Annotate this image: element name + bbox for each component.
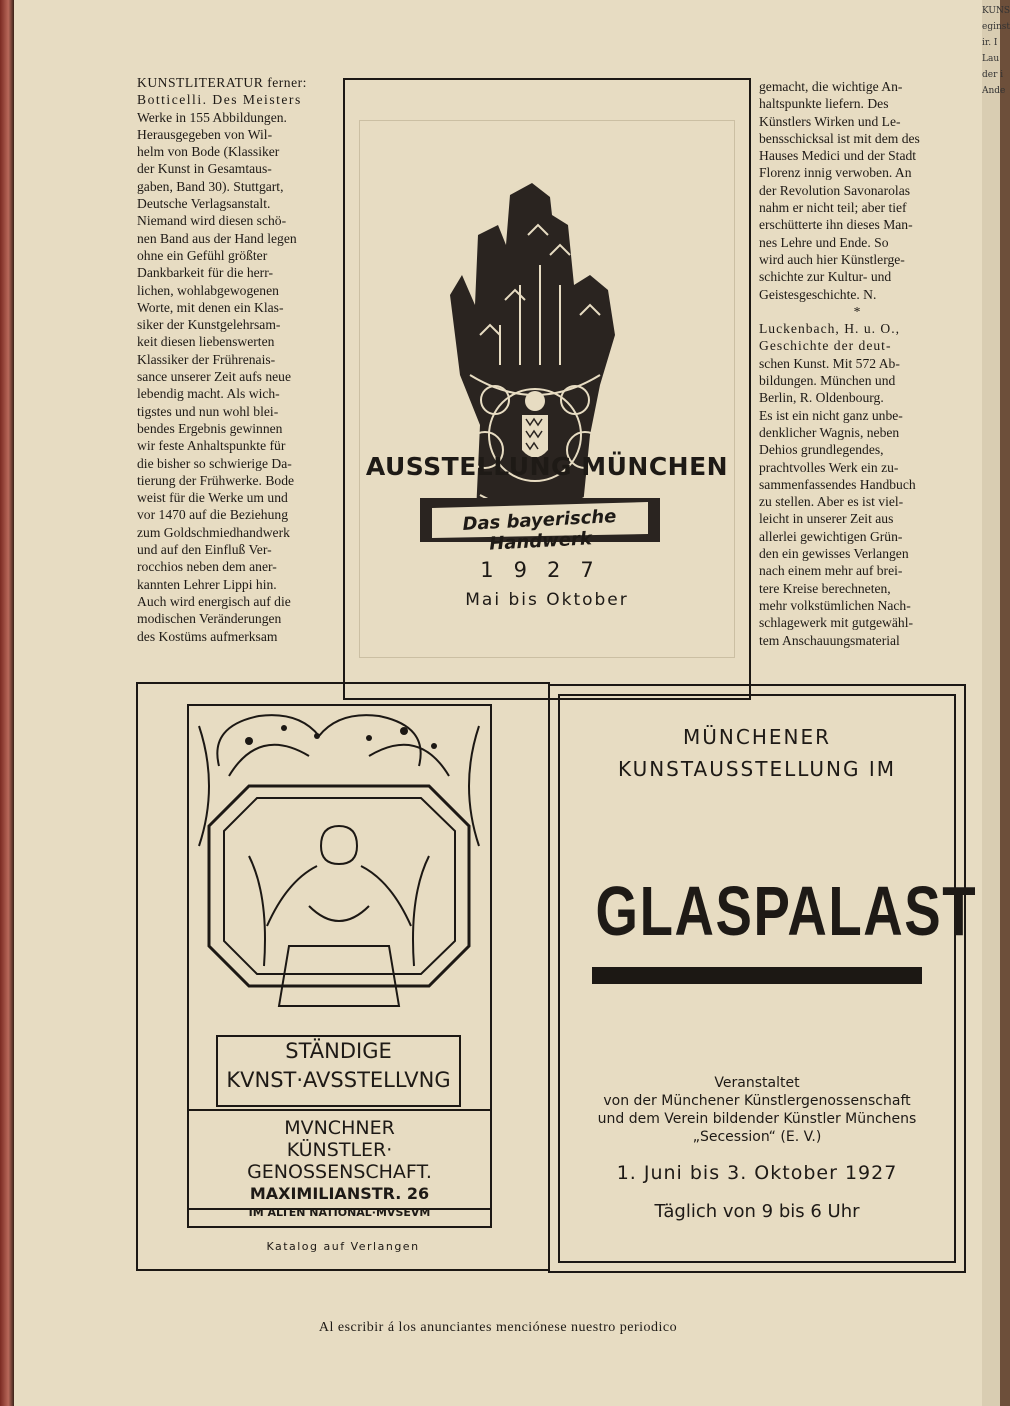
heading-line: MÜNCHENER bbox=[683, 725, 831, 749]
text-line: tigstes und nun wohl blei- bbox=[137, 403, 279, 419]
text-line: wird auch hier Künstlerge- bbox=[759, 251, 905, 267]
text-line: Hauses Medici und der Stadt bbox=[759, 148, 917, 164]
text-line: haltspunkte liefern. Des bbox=[759, 96, 889, 112]
text-line: Dankbarkeit für die herr- bbox=[137, 265, 273, 281]
text-line: der Kunst in Gesamtaus- bbox=[137, 161, 272, 177]
page-footer: Al escribir á los anunciantes menciónese nuestro periodico bbox=[318, 1320, 678, 1335]
text-line: weist für die Werke um und bbox=[137, 490, 288, 506]
adjacent-page-edge: KUNS eginst ir. I Lau der i Ande bbox=[982, 0, 1000, 1406]
ribbon-banner bbox=[420, 490, 660, 555]
banner-line: GENOSSENSCHAFT. bbox=[247, 1161, 432, 1183]
ad-glaspalast-organizers bbox=[550, 1074, 964, 1146]
text-line: schen Kunst. Mit 572 Ab- bbox=[759, 355, 900, 371]
banner-line: KÜNSTLER· bbox=[286, 1139, 393, 1161]
text-line: Luckenbach, H. u. O., bbox=[759, 321, 901, 337]
ad-glaspalast-title: GLASPALAST bbox=[595, 872, 978, 950]
text-line: zum Goldschmiedhandwerk bbox=[137, 524, 290, 540]
text-line: tere Kreise berechneten, bbox=[759, 580, 891, 596]
text-line: siker der Kunstgelehrsam- bbox=[137, 317, 281, 333]
text-line: zu stellen. Aber es ist viel- bbox=[759, 494, 904, 510]
banner-line: STÄNDIGE bbox=[285, 1039, 392, 1063]
text-line: Dehios grundlegendes, bbox=[759, 442, 884, 458]
ad-glaspalast-hours: Täglich von 9 bis 6 Uhr bbox=[654, 1201, 860, 1222]
text-line: wir feste Anhaltspunkte für bbox=[137, 438, 286, 454]
text-line: Es ist ein nicht ganz unbe- bbox=[759, 407, 903, 423]
text-line: keit diesen liebenswerten bbox=[137, 334, 275, 350]
text-line: den ein gewisses Verlangen bbox=[759, 546, 909, 562]
text-line: schlagewerk mit gutgewähl- bbox=[759, 615, 914, 631]
ad-glaspalast bbox=[548, 684, 978, 1273]
banner-line: IM ALTEN NATIONAL·MVSEVM bbox=[248, 1206, 431, 1219]
text-line: Niemand wird diesen schö- bbox=[137, 213, 287, 229]
ad-handwerk-dates: Mai bis Oktober bbox=[465, 590, 629, 610]
ad-handwerk-title: AUSSTELLUNG MÜNCHEN bbox=[365, 452, 729, 481]
text-line: kannten Lehrer Lippi hin. bbox=[137, 576, 277, 592]
text-line: Florenz innig verwoben. An bbox=[759, 165, 912, 181]
text-line: Worte, mit denen ein Klas- bbox=[137, 299, 284, 315]
heading-line: KUNSTAUSSTELLUNG IM bbox=[618, 757, 896, 781]
text-line: Künstlers Wirken und Le- bbox=[759, 113, 901, 129]
ad-kuenstler-genossenschaft bbox=[136, 682, 550, 1271]
banner-line: MVNCHNER bbox=[284, 1117, 395, 1139]
text-line: Werke in 155 Abbildungen. bbox=[137, 109, 287, 125]
figure-illustration-icon bbox=[189, 706, 490, 1051]
organizer-line: Veranstaltet bbox=[714, 1075, 800, 1091]
section-separator: * bbox=[853, 303, 861, 319]
text-line: prachtvolles Werk ein zu- bbox=[759, 459, 899, 475]
text-line: Geistesgeschichte. N. bbox=[759, 286, 877, 302]
text-line: und auf den Einfluß Ver- bbox=[137, 542, 272, 558]
text-line: modischen Veränderungen bbox=[137, 611, 282, 627]
text-line: Herausgegeben von Wil- bbox=[137, 126, 273, 142]
text-line: tierung der Frühwerke. Bode bbox=[137, 472, 295, 488]
ad-kuenstler-banner-top bbox=[216, 1035, 461, 1107]
text-line: lichen, wohlabgewogenen bbox=[137, 282, 279, 298]
text-line: leicht in unserer Zeit aus bbox=[759, 511, 894, 527]
text-line: gemacht, die wichtige An- bbox=[759, 79, 903, 94]
text-line: die bisher so schwierige Da- bbox=[137, 455, 292, 471]
ad-handwerk-exhibition bbox=[343, 78, 751, 700]
text-line: nes Lehre und Ende. So bbox=[759, 234, 889, 250]
text-line: nahm er nicht teil; aber tief bbox=[759, 200, 907, 216]
text-line: tem Anschauungsmaterial bbox=[759, 632, 900, 648]
text-line: der Revolution Savonarolas bbox=[759, 182, 911, 198]
text-line: vor 1470 auf die Beziehung bbox=[137, 507, 288, 523]
text-line: bildungen. München und bbox=[759, 373, 896, 389]
text-line: denklicher Wagnis, neben bbox=[759, 424, 900, 440]
text-line: Deutsche Verlagsanstalt. bbox=[137, 196, 271, 212]
text-line: rocchios neben dem aner- bbox=[137, 559, 277, 575]
title-underline-bar bbox=[592, 967, 922, 984]
ad-poster-frame bbox=[187, 704, 492, 1228]
organizer-line: und dem Verein bildender Künstler Münchens bbox=[597, 1111, 917, 1127]
text-line: allerlei gewichtigen Grün- bbox=[759, 528, 903, 544]
ad-glaspalast-dates: 1. Juni bis 3. Oktober 1927 bbox=[616, 1162, 898, 1184]
text-line: des Kostüms aufmerksam bbox=[137, 628, 278, 644]
text-line: KUNSTLITERATUR ferner: bbox=[137, 75, 307, 90]
organizer-line: von der Münchener Künstlergenossenschaft bbox=[603, 1093, 911, 1109]
text-line: Klassiker der Frührenais- bbox=[137, 351, 276, 367]
text-line: helm von Bode (Klassiker bbox=[137, 144, 280, 160]
ad-kuenstler-banner-bottom bbox=[189, 1109, 490, 1219]
ad-handwerk-year: 1927 bbox=[480, 558, 614, 582]
right-text-column bbox=[759, 78, 955, 708]
left-text-column bbox=[137, 74, 334, 704]
ad-glaspalast-heading bbox=[550, 721, 964, 785]
organizer-line: „Secession“ (E. V.) bbox=[692, 1129, 822, 1145]
text-line: bendes Ergebnis gewinnen bbox=[137, 420, 283, 436]
book-binding bbox=[0, 0, 14, 1406]
ad-kuenstler-catalog-note: Katalog auf Verlangen bbox=[266, 1240, 420, 1253]
text-line: schichte zur Kultur- und bbox=[759, 269, 892, 285]
text-line: mehr volkstümlichen Nach- bbox=[759, 597, 911, 613]
text-line: nen Band aus der Hand legen bbox=[137, 230, 297, 246]
text-line: erschütterte ihn dieses Man- bbox=[759, 217, 913, 233]
text-line: lebendig macht. Als wich- bbox=[137, 386, 280, 402]
banner-line: KVNST·AVSSTELLVNG bbox=[226, 1068, 451, 1092]
text-line: Geschichte der deut- bbox=[759, 338, 892, 354]
text-line: Berlin, R. Oldenbourg. bbox=[759, 390, 884, 406]
text-line: sammenfassendes Handbuch bbox=[759, 476, 916, 492]
text-line: gaben, Band 30). Stuttgart, bbox=[137, 178, 284, 194]
text-line: ohne ein Gefühl größter bbox=[137, 247, 268, 263]
text-line: sance unserer Zeit aufs neue bbox=[137, 369, 291, 385]
hand-emblem-icon bbox=[440, 175, 630, 535]
text-line: bensschicksal ist mit dem des bbox=[759, 130, 920, 146]
text-line: nach einem mehr auf brei- bbox=[759, 563, 903, 579]
text-line: Botticelli. Des Meisters bbox=[137, 92, 302, 108]
text-line: Auch wird energisch auf die bbox=[137, 593, 291, 609]
ad-handwerk-ribbon-text: Das bayerische Handwerk bbox=[462, 506, 617, 555]
magazine-page bbox=[14, 0, 982, 1406]
banner-line: MAXIMILIANSTR. 26 bbox=[249, 1184, 430, 1203]
